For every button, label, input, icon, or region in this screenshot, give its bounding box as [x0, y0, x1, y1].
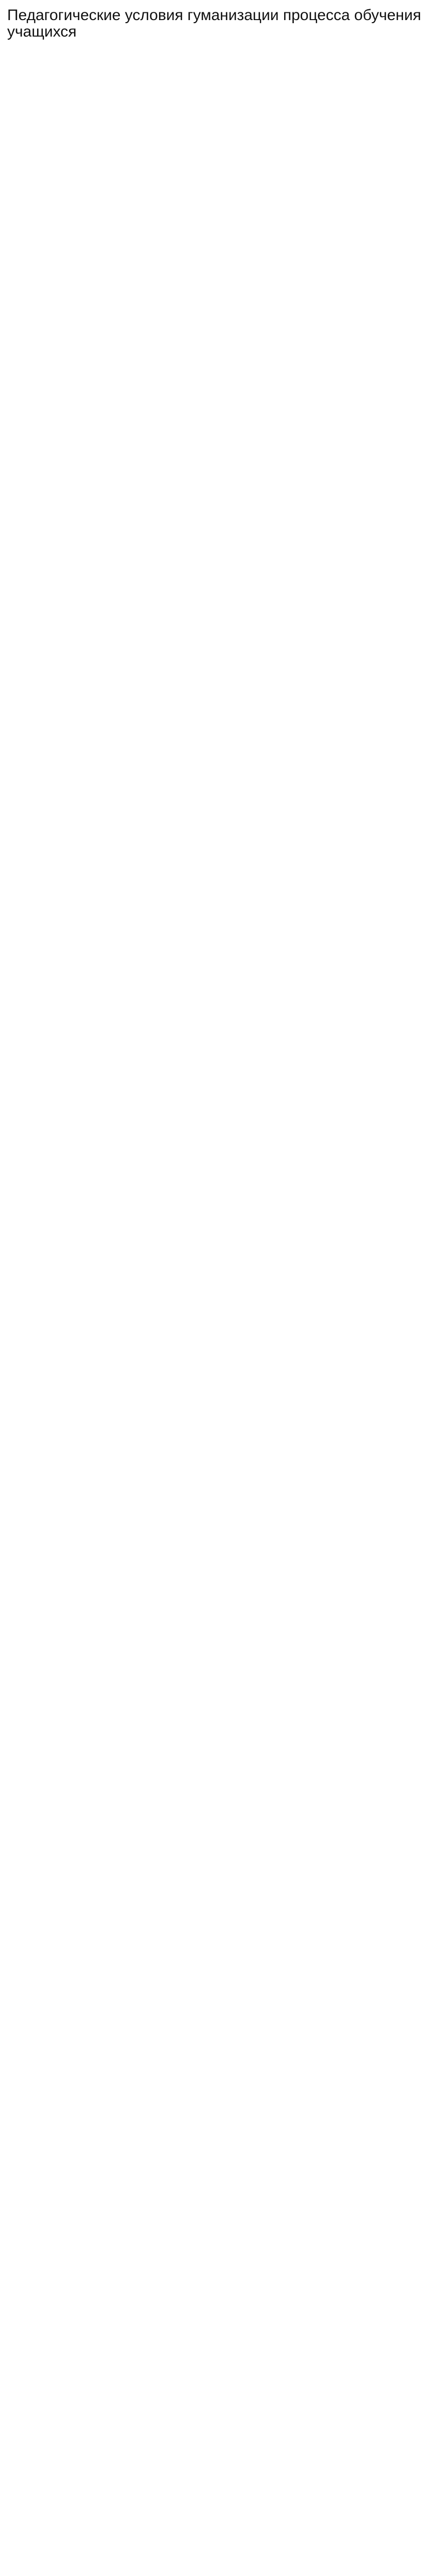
- paragraph: [7, 352, 427, 360]
- paragraph: [7, 92, 427, 99]
- bullet-list: [7, 232, 427, 327]
- reference-item: [7, 855, 427, 862]
- list-item: [7, 319, 427, 327]
- bullet-list: [7, 710, 427, 796]
- paragraph: [7, 420, 427, 427]
- paragraph: [7, 442, 427, 449]
- list-item: [7, 188, 427, 195]
- bullet-list: [7, 135, 427, 195]
- paragraph: [7, 656, 427, 663]
- list-item: [7, 535, 427, 543]
- paragraph: [7, 374, 427, 381]
- paragraph: [7, 49, 427, 56]
- list-item: [7, 144, 427, 151]
- paragraph: [7, 60, 427, 67]
- paragraph: [7, 342, 427, 349]
- list-item: [7, 780, 427, 787]
- list-item: [7, 179, 427, 187]
- paragraph: [7, 485, 427, 492]
- paragraph: [7, 800, 427, 807]
- paragraph: [7, 114, 427, 121]
- reference-item: [7, 892, 427, 900]
- list-item: [7, 509, 427, 516]
- paragraph: [7, 452, 427, 460]
- paragraph: [7, 71, 427, 78]
- paragraph: [7, 210, 427, 217]
- reference-item: [7, 902, 427, 909]
- paragraph: [7, 677, 427, 685]
- list-item: [7, 771, 427, 778]
- paragraph: [7, 634, 427, 641]
- list-item: [7, 518, 427, 525]
- paragraph: [7, 125, 427, 132]
- list-item: [7, 293, 427, 300]
- paragraph: [7, 463, 427, 470]
- list-item: [7, 553, 427, 560]
- reference-item: [7, 883, 427, 890]
- reference-item: [7, 846, 427, 853]
- paragraph: [7, 811, 427, 818]
- list-item: [7, 597, 427, 604]
- paragraph: [7, 331, 427, 338]
- list-item: [7, 311, 427, 318]
- list-item: [7, 135, 427, 143]
- list-item: [7, 284, 427, 292]
- paragraph: [7, 498, 427, 505]
- list-item: [7, 276, 427, 283]
- article-body: [7, 49, 427, 918]
- list-item: [7, 762, 427, 770]
- paragraph: [7, 103, 427, 110]
- list-item: [7, 605, 427, 613]
- reference-item: [7, 874, 427, 881]
- paragraph: [7, 699, 427, 706]
- list-item: [7, 719, 427, 726]
- paragraph: [7, 431, 427, 438]
- list-item: [7, 789, 427, 796]
- paragraph: [7, 474, 427, 481]
- paragraph: [7, 81, 427, 89]
- paragraph: [7, 385, 427, 392]
- list-item: [7, 302, 427, 309]
- list-item: [7, 241, 427, 248]
- list-item: [7, 727, 427, 735]
- list-item: [7, 623, 427, 630]
- list-item: [7, 588, 427, 595]
- list-item: [7, 527, 427, 534]
- list-item: [7, 153, 427, 160]
- list-item: [7, 232, 427, 239]
- list-item: [7, 162, 427, 169]
- paragraph: [7, 688, 427, 696]
- list-item: [7, 249, 427, 257]
- list-item: [7, 570, 427, 578]
- list-item: [7, 171, 427, 178]
- list-item: [7, 579, 427, 586]
- list-item: [7, 710, 427, 717]
- paragraph: [7, 645, 427, 652]
- paragraph: [7, 221, 427, 228]
- paragraph: [7, 396, 427, 403]
- reference-item: [7, 865, 427, 872]
- list-item: [7, 562, 427, 569]
- list-item: [7, 614, 427, 621]
- bullet-list: [7, 509, 427, 630]
- list-item: [7, 258, 427, 265]
- reference-item: [7, 911, 427, 918]
- list-item: [7, 745, 427, 752]
- page-title: Педагогические условия гуманизации процесса обучения учащихся: [7, 7, 422, 40]
- paragraph: [7, 199, 427, 207]
- list-item: [7, 267, 427, 274]
- paragraph: [7, 667, 427, 674]
- list-item: [7, 754, 427, 761]
- paragraph: [7, 833, 427, 840]
- paragraph: [7, 409, 427, 416]
- list-item: [7, 736, 427, 743]
- article-page: [0, 0, 436, 941]
- list-item: [7, 544, 427, 551]
- paragraph: [7, 822, 427, 829]
- paragraph: [7, 363, 427, 370]
